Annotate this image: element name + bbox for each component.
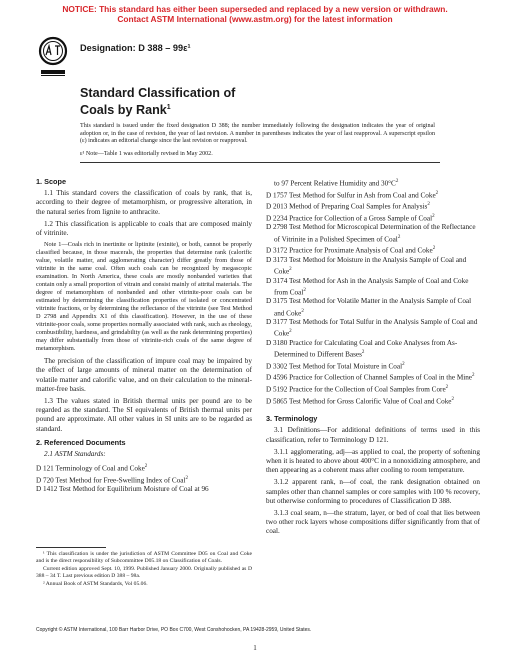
page-number: 1: [253, 644, 257, 652]
paragraph-precision: The precision of the classification of impure coal may be impaired by the effect of large amounts of mineral matter on the determination of volatile matter and calorific value, and on their calculation to the mineral-matter-free basis.: [36, 357, 252, 393]
title-footnote-mark: 1: [166, 103, 171, 111]
paragraph-1-1: 1.1 This standard covers the classification of coals by rank, that is, according to their degree of metamorphism, or progressive alteration, in the natural series from lignite to anthracite.: [36, 189, 252, 216]
referenced-documents-heading: 2. Referenced Documents: [36, 437, 126, 447]
footnote-2: ² Annual Book of ASTM Standards, Vol 05.06.: [43, 581, 148, 587]
reference-item: D 1412 Test Method for Equilibrium Moisture of Coal at 96: [36, 485, 209, 494]
footnote-1-approval: Current edition approved Sept. 10, 1999. Published January 2000. Originally published as D 388 – 34 T. Last previous edition D 388 – 98a.: [36, 566, 252, 579]
copyright-line: Copyright © ASTM International, 100 Barr Harbor Drive, PO Box C700, West Conshohocken, PA 19428-2959, United States.: [36, 627, 312, 633]
title-line-2: Coals by Rank: [80, 102, 167, 117]
footnote-divider: [36, 547, 106, 548]
paragraph-3-1-1: 3.1.1 agglomerating, adj—as applied to coal, the property of softening when it is heated to above about 400°C in a nonoxidizing atmosphere, and then appearing as a coherent mass after cooling to room temperature.: [266, 447, 480, 475]
withdrawal-notice: [0, 4, 510, 24]
issuance-statement: This standard is issued under the fixed designation D 388; the number immediately following the designation indicates the year of original adoption or, in the case of revision, the year of last revision. A number in parentheses indicates the year of last reapproval. A superscript epsilon (ε) indicates an editorial change since the last revision or reapproval.: [80, 123, 435, 144]
header-divider: [80, 162, 440, 163]
astm-logo-icon: [38, 36, 68, 80]
document-title: [80, 86, 235, 117]
reference-item: D 3302 Test Method for Total Moisture in Coal$^2$: [266, 361, 405, 371]
reference-item: D 5865 Test Method for Gross Calorific Value of Coal and Coke$^2$: [266, 396, 454, 405]
paragraph-3-1-2: 3.1.2 apparent rank, n—of coal, the rank designation obtained on samples other than channel samples or core samples with 100 % recovery, but otherwise conforming to procedures of Classification D 388.: [266, 478, 480, 505]
paragraph-1-3: 1.3 The values stated in British thermal units per pound are to be regarded as the standard. The SI equivalents of British thermal units per pound are approximate. All other values in SI units are to be regarded as standard.: [36, 397, 252, 433]
terminology-heading: 3. Terminology: [266, 414, 318, 424]
reference-item: D 720 Test Method for Free-Swelling Index of Coal$^2$: [36, 475, 188, 485]
left-column: [36, 177, 252, 495]
astm-standards-subheading: 2.1 ASTM Standards:: [44, 450, 106, 459]
paragraph-3-1-3: 3.1.3 coal seam, n—the stratum, layer, or bed of coal that lies between two other rock layers whose compositions differ significantly from that of coal.: [266, 508, 480, 536]
editorial-note: ε¹ Note—Table 1 was editorially revised in May 2002.: [80, 151, 213, 157]
reference-item: to 97 Percent Relative Humidity and $30^\circ C^2$: [274, 179, 399, 188]
reference-item: D 4596 Practice for Collection of Channel Samples of Coal in the Mine$^2$: [266, 373, 475, 382]
reference-item: D 3177 Test Methods for Total Sulfur in the Analysis Sample of Coal and Coke$^2$: [266, 318, 478, 338]
reference-item: D 3180 Practice for Calculating Coal and Coke Analyses from As-Determined to Different Bases$^2$: [266, 338, 458, 359]
reference-item: D 3175 Test Method for Volatile Matter in the Analysis Sample of Coal and Coke$^2$: [266, 297, 472, 317]
reference-item: D 2798 Test Method for Microscopical Determination of the Reflectance of Vitrinite in a Polished Specimen of Coal$^2$: [266, 223, 476, 243]
reference-item: D 1757 Test Method for Sulfur in Ash from Coal and Coke$^2$: [266, 190, 439, 199]
title-line-1: Standard Classification of: [80, 86, 236, 100]
designation: Designation: D 388 – 99ε¹: [80, 43, 191, 53]
reference-item: D 3174 Test Method for Ash in the Analysis Sample of Coal and Coke from Coal$^2$: [266, 276, 469, 297]
reference-item: D 2234 Practice for Collection of a Gross Sample of Coal$^2$: [266, 213, 435, 223]
paragraph-1-2: 1.2 This classification is applicable to coals that are composed mainly of vitrinite.: [36, 219, 252, 238]
reference-item: D 3173 Test Method for Moisture in the Analysis Sample of Coal and Coke$^2$: [266, 255, 467, 276]
reference-item: D 3172 Practice for Proximate Analysis of Coal and Coke$^2$: [266, 246, 436, 255]
reference-item: D 121 Terminology of Coal and Coke$^2$: [36, 464, 148, 473]
footnotes: [36, 547, 252, 589]
reference-item: D 5192 Practice for the Collection of Coal Samples from Core$^2$: [266, 384, 449, 394]
scope-heading: 1. Scope: [36, 177, 67, 186]
notice-line-1: NOTICE: This standard has either been superseded and replaced by a new version or withdrawn.: [62, 4, 448, 14]
reference-item: D 2013 Method of Preparing Coal Samples for Analysis$^2$: [266, 202, 430, 211]
notice-line-2: Contact ASTM International (www.astm.org) for the latest information: [117, 14, 393, 24]
paragraph-3-1: 3.1 Definitions—For additional definitions of terms used in this classification, refer to Terminology D 121.: [266, 426, 480, 444]
note-1: Note 1—Coals rich in inertinite or liptinite (exinite), or both, cannot be properly classified because, in those macerals, the properties that determine rank (calorific value, volatile matter, and agglomerating character) differ greatly from those of vitrinite in the same coal. Often such coals can be recognized by megascopic examination. In North America, these coals are mostly nonbanded varieties that contain only a small proportion of vitrain and consist mainly of attrital materials. The degree of metamorphism of nonbanded and other vitrinite-poor coals can be estimated by determining the classification properties of isolated or concentrated vitrinite fractions, or by determining the reflectance of the vitrinite (see Test Method D 2798 and Appendix X1 of this classification). However, in the use of these vitrinite-poor coals, some properties normally associated with rank, such as rheology, combustibility, hardness, and grindability (as well as the rank determining properties) may differ substantially from those of vitrinite-rich coals of the same degree of metamorphism.: [36, 241, 252, 353]
right-column: [266, 177, 480, 540]
footnote-1: ¹ This classification is under the jurisdiction of ASTM Committee D05 on Coal and Coke and is the direct responsibility of Subcommittee D05.18 on Classification of Coals.: [36, 551, 252, 564]
